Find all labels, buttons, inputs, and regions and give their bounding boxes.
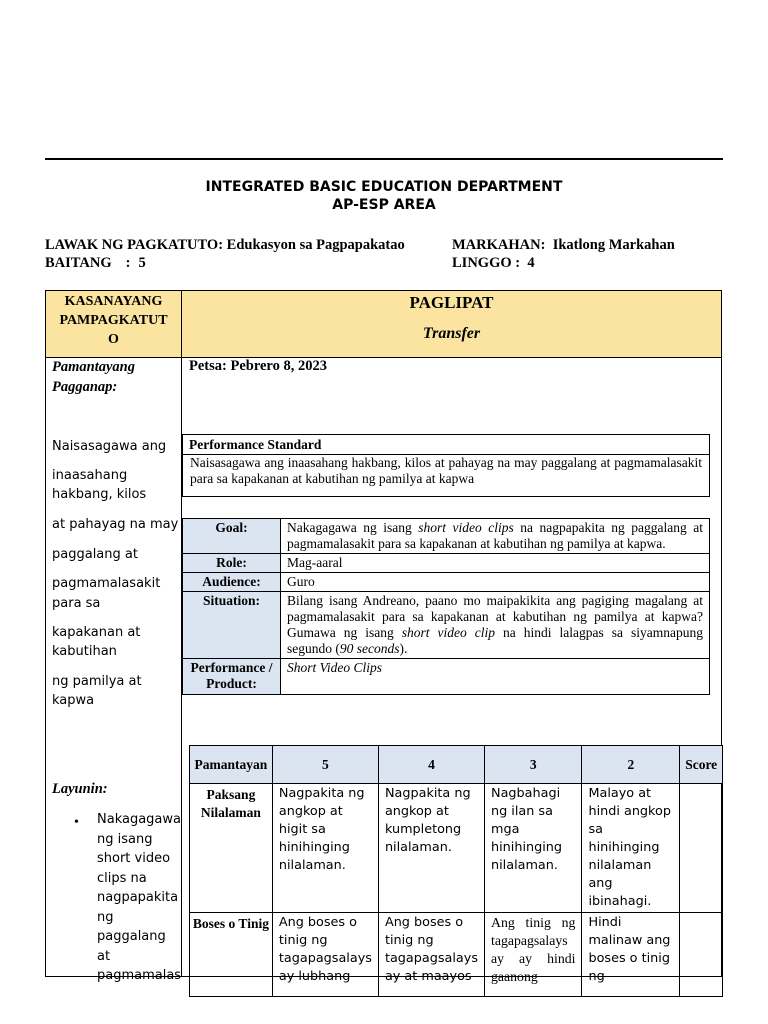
rubric-score-cell [680, 913, 723, 997]
department-title: INTEGRATED BASIC EDUCATION DEPARTMENT [205, 179, 563, 195]
markahan-value: Ikatlong Markahan [552, 237, 675, 253]
paglipat-header [182, 290, 722, 358]
pamantayang-text: para sa [52, 596, 101, 611]
situation-text-italic: short video clip [401, 625, 495, 640]
situation-label: Situation: [183, 592, 281, 659]
rubric-cell: Ang boses o tinig ng tagapagsalays ay at maayos [378, 913, 484, 997]
paglipat-title: PAGLIPAT [409, 293, 494, 312]
pamantayang-label-line: Pagganap: [52, 378, 118, 395]
linggo-label: LINGGO : [452, 255, 521, 271]
baitang-line: BAITANG : 5 [45, 255, 146, 271]
rubric-cell: Nagbahagi ng ilan sa mga hinihinging nilalaman. [485, 784, 582, 913]
lawak-label: LAWAK NG PAGKATUTO: [45, 237, 224, 253]
goal-label: Goal: [183, 519, 281, 554]
rubric-row [190, 913, 723, 997]
petsa-date: Petsa: Pebrero 8, 2023 [189, 358, 327, 374]
pamantayang-text: Naisasagawa ang [52, 439, 167, 454]
bullet-dot-icon: • [74, 815, 79, 830]
goal-text-italic: short video clips [418, 520, 514, 535]
rubric-cell: Ang boses o tinig ng tagapagsalays ay lubhang [272, 913, 378, 997]
pamantayang-label-line: Pamantayang [52, 359, 135, 375]
linggo-line [452, 255, 535, 272]
rubric-table [189, 745, 723, 997]
markahan-line [452, 237, 675, 254]
rubric-row [190, 784, 723, 913]
product-value: Short Video Clips [281, 659, 710, 695]
lawak-line [45, 237, 405, 254]
kasanayang-header-line: PAMPAGKATUT [59, 313, 168, 328]
situation-text: na hindi lalagpas sa siyamnapung segundo ( [287, 625, 703, 656]
rubric-cell: Nagpakita ng angkop at higit sa hinihinging nilalaman. [272, 784, 378, 913]
lawak-value: Edukasyon sa Pagpapakatao [226, 237, 405, 253]
layunin-label: Layunin: [52, 781, 108, 797]
situation-text: Bilang isang Andreano, paano mo maipakikita ang pagiging magalang at pagmamalasakit para sa kapakanan at kabutihan ng pamilya at kapwa? Gumawa ng isang [287, 593, 703, 640]
rubric-score-cell [680, 784, 723, 913]
grasps-row-situation [183, 592, 710, 659]
rubric-header-row [190, 746, 723, 784]
performance-standard-title: Performance Standard [183, 435, 709, 455]
grasps-row-goal [183, 519, 710, 554]
kasanayang-header-line: O [108, 332, 119, 347]
baitang-value: 5 [138, 255, 146, 271]
grasps-table [182, 518, 710, 695]
transfer-subtitle: Transfer [422, 325, 481, 342]
situation-text: ). [399, 641, 408, 656]
linggo-value: 4 [527, 255, 535, 271]
pamantayang-text: hakbang, kilos [52, 487, 147, 502]
rubric-cell: Hindi malinaw ang boses o tinig ng [582, 913, 680, 997]
goal-text: na nagpapakita ng paggalang at pagmamalasakit para sa kapakanan at kabutihan ng pamilya at kapwa. [287, 520, 703, 551]
goal-value [281, 519, 710, 554]
pamantayang-text: kapakanan at [52, 625, 141, 640]
pamantayang-text: ng pamilya at [52, 674, 142, 689]
rubric-header: Pamantayan [190, 746, 273, 784]
pamantayang-text: kapwa [52, 693, 95, 708]
pamantayang-text: paggalang at [52, 547, 138, 562]
goal-text: Nakagagawa ng isang [287, 520, 419, 535]
kasanayang-header-line: KASANAYANG [64, 294, 163, 309]
rubric-header: Score [680, 746, 723, 784]
rubric-header: 4 [378, 746, 484, 784]
rubric-criterion: Paksang Nilalaman [190, 784, 273, 913]
situation-text-italic: 90 seconds [339, 641, 400, 656]
layunin-item: Nakagagawa ng isang short video clips na nagpapakita ng paggalang at pagmamalas [97, 812, 182, 983]
rubric-criterion: Boses o Tinig [190, 913, 273, 997]
rubric-cell: Malayo at hindi angkop sa hinihinging nilalaman ang ibinahagi. [582, 784, 680, 913]
rubric-header: 3 [485, 746, 582, 784]
pamantayang-label [52, 358, 135, 397]
audience-value: Guro [281, 573, 710, 592]
pamantayang-text: inaasahang [52, 468, 128, 483]
role-value: Mag-aaral [281, 554, 710, 573]
situation-value [281, 592, 710, 659]
area-title: AP-ESP AREA [332, 197, 436, 213]
role-label: Role: [183, 554, 281, 573]
kasanayang-header [45, 290, 182, 358]
grasps-row-audience [183, 573, 710, 592]
markahan-label: MARKAHAN: [452, 237, 546, 253]
rubric-header: 5 [272, 746, 378, 784]
header-rule [45, 158, 723, 160]
rubric-cell: Ang tinig ng tagapagsalays ay ay hindi gaanong [485, 913, 582, 997]
pamantayang-text: pagmamalasakit [52, 576, 161, 591]
baitang-label: BAITANG [45, 255, 112, 271]
performance-standard-box [182, 434, 710, 497]
rubric-header: 2 [582, 746, 680, 784]
pamantayang-text: kabutihan [52, 644, 117, 659]
product-label: Performance / Product: [183, 659, 281, 695]
grasps-row-role [183, 554, 710, 573]
performance-standard-text: Naisasagawa ang inaasahang hakbang, kilos at pahayag na may paggalang at pagmamalasakit para sa kapakanan at kabutihan ng pamilya at kapwa [190, 455, 702, 486]
pamantayang-text: at pahayag na may [52, 517, 179, 532]
grasps-row-product [183, 659, 710, 695]
rubric-cell: Nagpakita ng angkop at kumpletong nilalaman. [378, 784, 484, 913]
audience-label: Audience: [183, 573, 281, 592]
